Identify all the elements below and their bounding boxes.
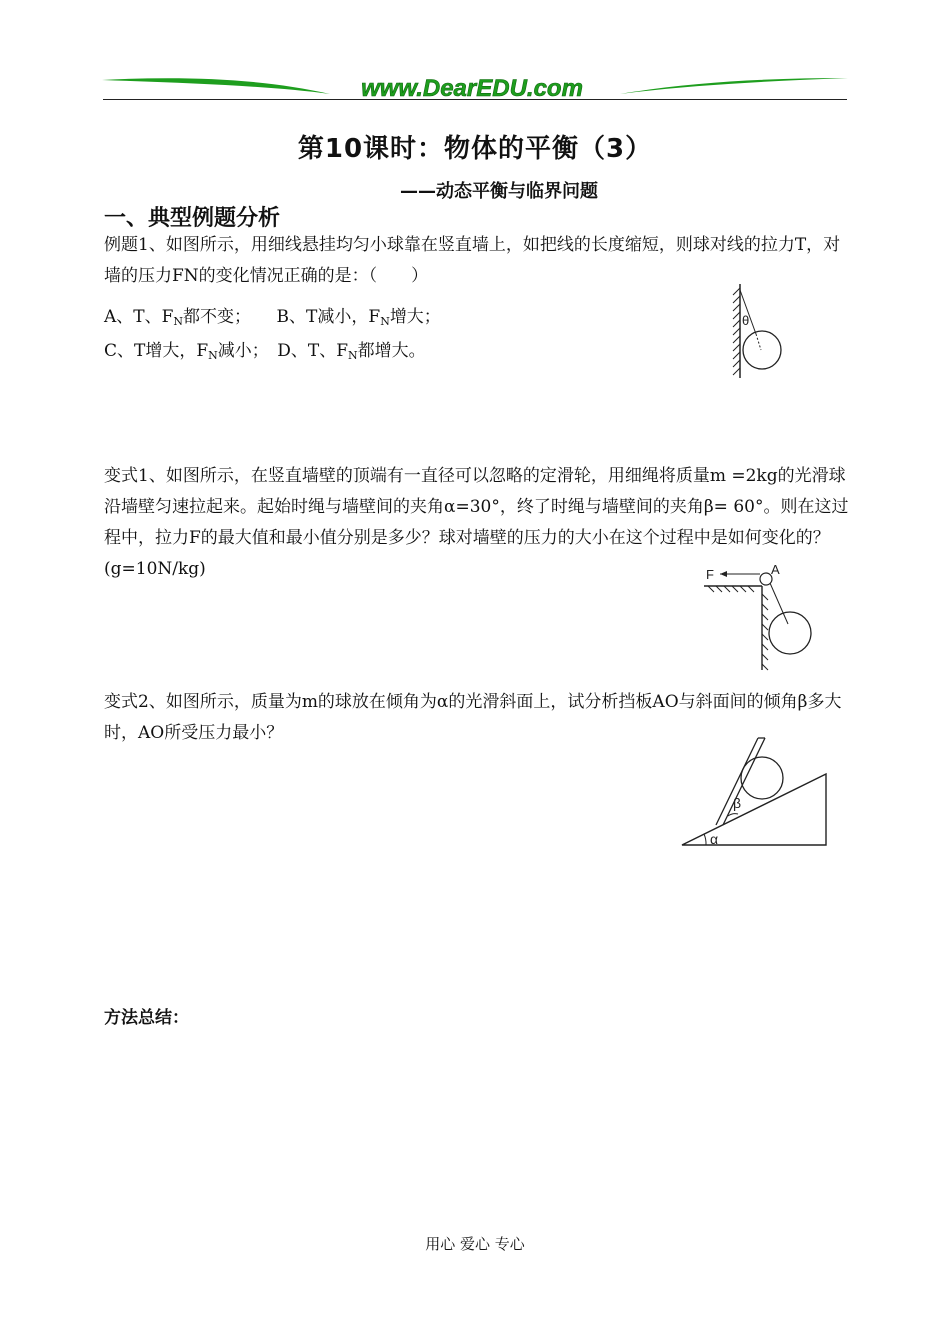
variant1-text: 变式1、如图所示，在竖直墙壁的顶端有一直径可以忽略的定滑轮，用细绳将质量m =2kg的光滑球沿墙壁匀速拉起来。起始时绳与墙壁间的夹角α=30°，终了时绳与墙壁间的夹角β= 60°。则在这过程中，拉力F的最大值和最小值分别是多少？球对墙壁的压力的大小在这个过程中是如何变化的？(g=10N/kg) xyxy=(104,466,849,579)
header-rule xyxy=(103,99,847,100)
option-c: C、T增大，$F_N$减小； xyxy=(104,341,269,362)
left-swoosh xyxy=(102,78,330,94)
example1-options-ab xyxy=(104,302,441,328)
beta-label: β xyxy=(733,795,742,811)
page-title: 第10课时：物体的平衡（3） xyxy=(297,134,653,164)
example1-question: 例题1、如图所示，用细线悬挂均匀小球靠在竖直墙上，如把线的长度缩短，则球对线的拉力T，对墙的压力FN的变化情况正确的是：（ ） xyxy=(104,235,841,286)
option-a: A、T、$F_N$都不变； xyxy=(104,307,252,328)
option-b: B、T减小，$F_N$增大； xyxy=(276,307,441,328)
alpha-label: α xyxy=(710,831,719,847)
figure-incline-board xyxy=(676,730,831,850)
point-a-label: A xyxy=(771,562,780,577)
section-heading: 一、典型例题分析 xyxy=(104,206,281,231)
page-subtitle: ——动态平衡与临界问题 xyxy=(400,181,598,202)
site-logo-text: www.DearEDU.com xyxy=(361,75,583,102)
option-d: D、T、$F_N$都增大。 xyxy=(277,341,426,362)
figure-pulley-wall xyxy=(700,560,820,672)
force-label: F xyxy=(706,567,714,582)
right-swoosh xyxy=(620,78,848,94)
page-footer: 用心 爱心 专心 xyxy=(425,1235,525,1253)
theta-label: θ xyxy=(742,313,750,328)
figure-ball-on-wall xyxy=(728,282,800,382)
method-summary-label: 方法总结： xyxy=(104,1008,189,1028)
variant2-text: 变式2、如图所示，质量为m的球放在倾角为α的光滑斜面上，试分析挡板AO与斜面间的倾角β多大时，AO所受压力最小？ xyxy=(104,692,842,743)
example1-options-cd xyxy=(104,336,426,362)
